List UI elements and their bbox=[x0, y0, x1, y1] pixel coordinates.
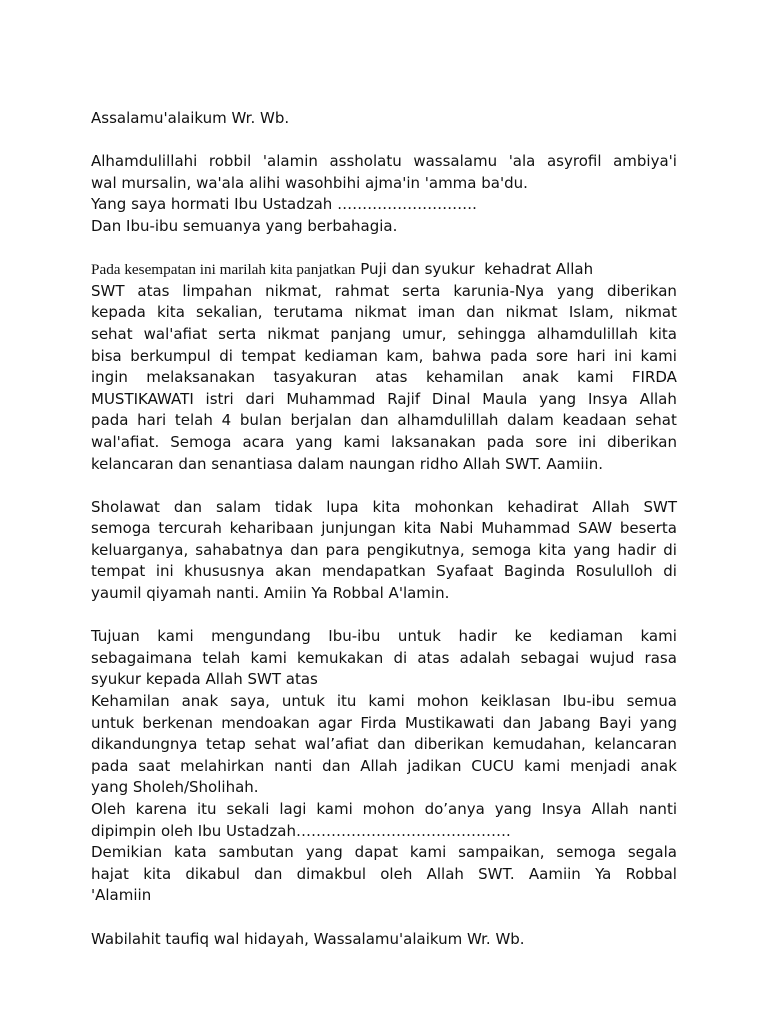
paragraph-1-line-5: bisa berkumpul di tempat kediaman kam, bahwa pada sore hari ini kami bbox=[91, 346, 677, 365]
spacer bbox=[91, 238, 677, 260]
paragraph-1-line-1 bbox=[91, 259, 677, 281]
paragraph-2-line-4: tempat ini khususnya akan mendapatkan Syafaat Baginda Rosululloh di bbox=[91, 562, 677, 581]
paragraph-2 bbox=[91, 497, 677, 605]
paragraph-3-line-11: Demikian kata sambutan yang dapat kami sampaikan, semoga segala bbox=[91, 843, 677, 862]
paragraph-1-line-7: MUSTIKAWATI istri dari Muhammad Rajif Dinal Maula yang Insya Allah bbox=[91, 389, 677, 408]
paragraph-3-line-9: Oleh karena itu sekali lagi kami mohon do’anya yang Insya Allah nanti bbox=[91, 800, 677, 818]
paragraph-3-line-12: hajat kita dikabul dan dimakbul oleh Allah SWT. Aamiin Ya Robbal bbox=[91, 864, 677, 883]
spacer bbox=[91, 605, 677, 627]
paragraph-1-line-4: sehat wal'afiat serta nikmat panjang umur, sehingga alhamdulillah kita bbox=[91, 324, 677, 343]
spacer bbox=[91, 907, 677, 929]
paragraph-1-line-3: kepada kita sekalian, terutama nikmat iman dan nikmat Islam, nikmat bbox=[91, 303, 677, 322]
opening-line-4: Dan Ibu-ibu semuanya yang berbahagia. bbox=[91, 216, 398, 235]
paragraph-3-line-6: dikandungnya tetap sehat wal’afiat dan diberikan kemudahan, kelancaran bbox=[91, 735, 677, 754]
paragraph-2-line-1: Sholawat dan salam tidak lupa kita mohonkan kehadirat Allah SWT bbox=[91, 497, 677, 516]
paragraph-1-line-1-rest: Puji dan syukur kehadrat Allah bbox=[355, 260, 594, 279]
paragraph-3-line-1: Tujuan kami mengundang Ibu-ibu untuk hadir ke kediaman kami bbox=[91, 627, 677, 646]
paragraph-1-line-10: kelancaran dan senantiasa dalam naungan ridho Allah SWT. Aamiin. bbox=[91, 454, 604, 473]
paragraph-3-line-2: sebagaimana telah kami kemukakan di atas adalah sebagai wujud rasa bbox=[91, 648, 677, 667]
paragraph-3-line-10: dipimpin oleh Ibu Ustadzah……………………………………. bbox=[91, 821, 511, 840]
paragraph-3-line-3: syukur kepada Allah SWT atas bbox=[91, 670, 318, 689]
spacer bbox=[91, 475, 677, 497]
paragraph-1-line-2: SWT atas limpahan nikmat, rahmat serta karunia-Nya yang diberikan bbox=[91, 281, 677, 300]
paragraph-1-line-6: ingin melaksanakan tasyakuran atas kehamilan anak kami FIRDA bbox=[91, 368, 677, 387]
closing-line: Wabilahit taufiq wal hidayah, Wassalamu'alaikum Wr. Wb. bbox=[91, 929, 525, 948]
paragraph-1-line-8: pada hari telah 4 bulan berjalan dan alhamdulillah dalam keadaan sehat bbox=[91, 411, 677, 430]
paragraph-3 bbox=[91, 626, 677, 907]
document-page bbox=[91, 108, 677, 950]
paragraph-1-lead: Pada kesempatan ini marilah kita panjatkan bbox=[91, 261, 356, 279]
opening-line-2: wal mursalin, wa'ala alihi wasohbihi ajma'in 'amma ba'du. bbox=[91, 173, 528, 192]
paragraph-3-line-4: Kehamilan anak saya, untuk itu kami mohon keiklasan Ibu-ibu semua bbox=[91, 692, 677, 711]
paragraph-1-line-9: wal'afiat. Semoga acara yang kami laksanakan pada sore ini diberikan bbox=[91, 432, 677, 451]
paragraph-2-line-2: semoga tercurah keharibaan junjungan kita Nabi Muhammad SAW beserta bbox=[91, 519, 677, 538]
opening-paragraph bbox=[91, 151, 677, 237]
opening-line-3: Yang saya hormati Ibu Ustadzah ………………………. bbox=[91, 195, 477, 214]
spacer bbox=[91, 130, 677, 152]
paragraph-2-line-5: yaumil qiyamah nanti. Amiin Ya Robbal A'lamin. bbox=[91, 584, 450, 603]
paragraph-1 bbox=[91, 259, 677, 475]
opening-line-1: Alhamdulillahi robbil 'alamin assholatu wassalamu 'ala asyrofil ambiya'i bbox=[91, 152, 677, 171]
paragraph-3-line-7: pada saat melahirkan nanti dan Allah jadikan CUCU kami menjadi anak bbox=[91, 756, 677, 775]
paragraph-3-line-13: 'Alamiin bbox=[91, 886, 152, 905]
paragraph-3-line-5: untuk berkenan mendoakan agar Firda Mustikawati dan Jabang Bayi yang bbox=[91, 713, 677, 732]
paragraph-3-line-8: yang Sholeh/Sholihah. bbox=[91, 778, 259, 797]
greeting-line: Assalamu'alaikum Wr. Wb. bbox=[91, 109, 290, 127]
paragraph-2-line-3: keluarganya, sahabatnya dan para pengikutnya, semoga kita yang hadir di bbox=[91, 540, 677, 559]
